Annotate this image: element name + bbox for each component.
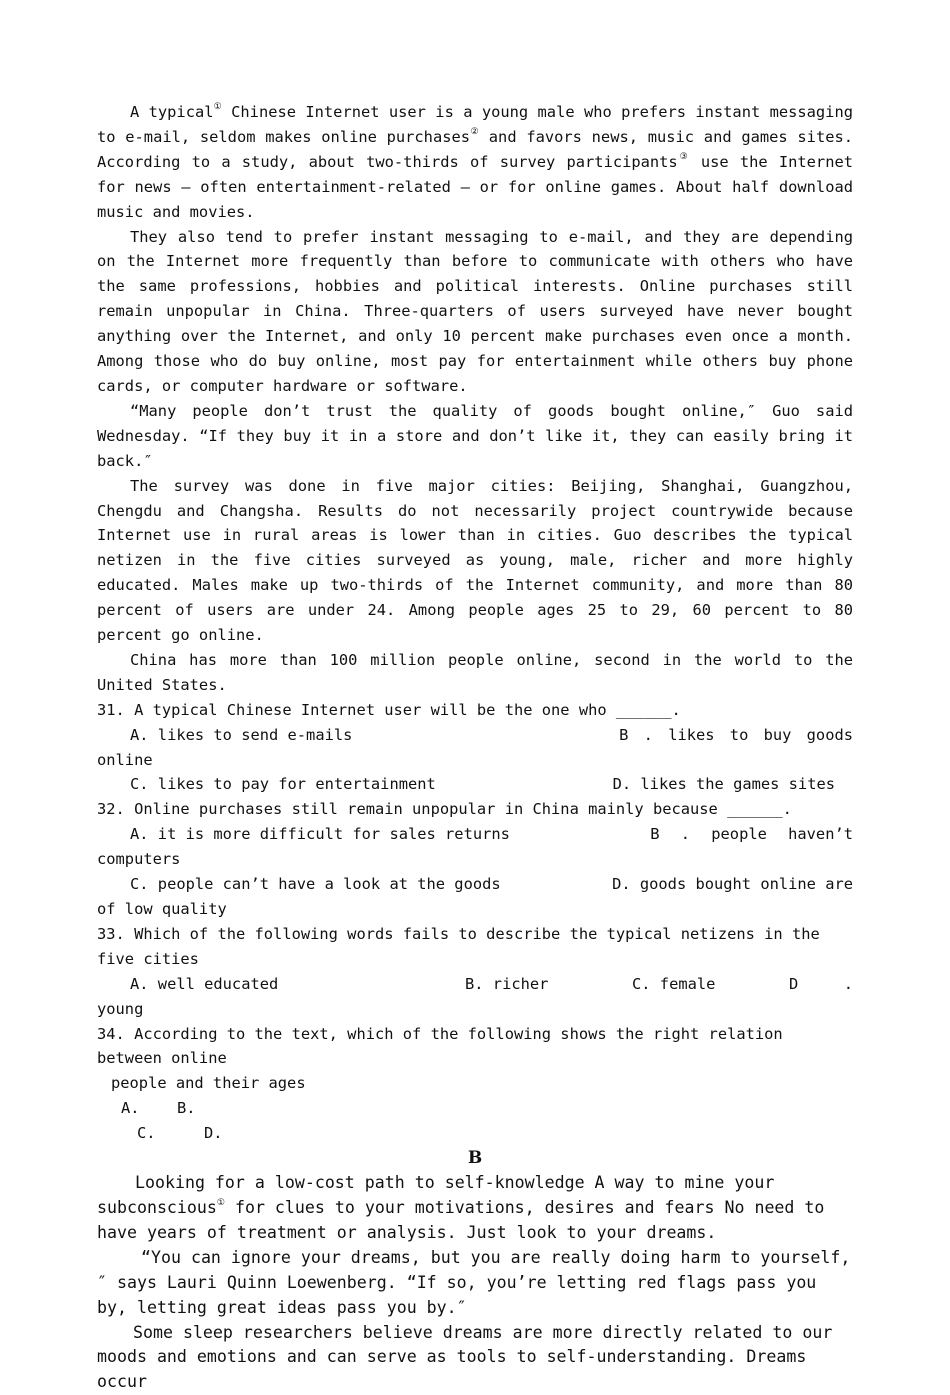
- question-34-stem-continued: people and their ages: [97, 1071, 853, 1096]
- question-33-stem: 33. Which of the following words fails to describe the typical netizens in the five cities: [97, 922, 853, 972]
- footnote-marker: ①: [214, 102, 222, 112]
- footnote-marker: ①: [217, 1198, 225, 1208]
- option-d-wrap: young: [97, 997, 853, 1022]
- text-run: use the Internet for news — often entertainment-related — or for online games. About half download music and movies.: [97, 153, 853, 221]
- option-b: B . likes to buy goods: [619, 723, 853, 748]
- question-33-options-row: [97, 972, 853, 997]
- option-d: D.: [204, 1124, 223, 1142]
- question-32-options-row-2: [97, 872, 853, 897]
- footnote-marker: ②: [470, 127, 479, 137]
- option-b-wrap: computers: [97, 847, 853, 872]
- text-run: and favors news, music and games sites. According to a study, about two-thirds of survey participants: [97, 128, 853, 171]
- option-a: A.: [121, 1096, 177, 1121]
- option-d: D. goods bought online are: [612, 872, 853, 897]
- question-31-options-row-1: [97, 723, 853, 748]
- option-c: C.: [137, 1121, 204, 1146]
- section-heading: B: [97, 1146, 853, 1171]
- passage-b-paragraph-1: [97, 1171, 853, 1246]
- option-a: A. well educated: [130, 972, 465, 997]
- option-b: B.: [177, 1099, 196, 1117]
- option-c: C. likes to pay for entertainment: [130, 772, 436, 797]
- option-a: A. it is more difficult for sales returns: [130, 822, 510, 847]
- option-d-wrap: of low quality: [97, 897, 853, 922]
- passage-a-paragraph-1: [97, 100, 853, 225]
- option-c: C. female: [632, 972, 789, 997]
- option-c: C. people can’t have a look at the goods: [130, 872, 501, 897]
- footnote-marker: ③: [678, 152, 690, 162]
- option-b-wrap: online: [97, 748, 853, 773]
- option-b: B . people haven’t: [650, 822, 853, 847]
- question-32-options-row-1: [97, 822, 853, 847]
- text-run: for clues to your motivations, desires and fears No need to have years of treatment or analysis. Just look to your dreams.: [97, 1198, 824, 1242]
- passage-b-paragraph-3: Some sleep researchers believe dreams are more directly related to our moods and emotions and can serve as tools to self-understanding. Dreams occur: [97, 1321, 853, 1395]
- question-34-stem: 34. According to the text, which of the following shows the right relation between online: [97, 1022, 853, 1072]
- question-31-stem: 31. A typical Chinese Internet user will be the one who ______.: [97, 698, 853, 723]
- passage-b-paragraph-2: “You can ignore your dreams, but you are really doing harm to yourself,″ says Lauri Quinn Loewenberg. “If so, you’re letting red flags pass you by, letting great ideas pass you by.″: [97, 1246, 853, 1321]
- question-32-stem: 32. Online purchases still remain unpopular in China mainly because ______.: [97, 797, 853, 822]
- text-run: A typical: [130, 103, 214, 121]
- question-31-options-row-2: [97, 772, 853, 797]
- passage-a-paragraph-3: “Many people don’t trust the quality of goods bought online,″ Guo said Wednesday. “If they buy it in a store and don’t like it, they can easily bring it back.″: [97, 399, 853, 474]
- option-d: D. likes the games sites: [613, 772, 835, 797]
- question-34-options-row-2: [97, 1121, 853, 1146]
- passage-a-paragraph-5: China has more than 100 million people online, second in the world to the United States.: [97, 648, 853, 698]
- passage-a-paragraph-2: They also tend to prefer instant messaging to e-mail, and they are depending on the Internet more frequently than before to communicate with others who have the same professions, hobbies and political interests. Online purchases still remain unpopular in China. Three-quarters of users surveyed have never bought anything over the Internet, and only 10 percent make purchases even once a month. Among those who do buy online, most pay for entertainment while others buy phone cards, or computer hardware or software.: [97, 225, 853, 399]
- document-page: [97, 100, 853, 1395]
- passage-a-paragraph-4: The survey was done in five major cities: Beijing, Shanghai, Guangzhou, Chengdu and Changsha. Results do not necessarily project countrywide because Internet use in rural areas is lower than in cities. Guo describes the typical netizen in the five cities surveyed as young, male, richer and more highly educated. Males make up two-thirds of the Internet community, and more than 80 percent of users are under 24. Among people ages 25 to 29, 60 percent to 80 percent go online.: [97, 474, 853, 648]
- option-d: D .: [789, 972, 853, 997]
- option-b: B. richer: [465, 972, 632, 997]
- question-34-options-row-1: [97, 1096, 853, 1121]
- text-run: Looking for a low-cost path to self-knowledge A way to mine your subconscious: [97, 1173, 774, 1217]
- option-a: A. likes to send e-mails: [130, 723, 352, 748]
- text-run: Chinese Internet user is a young male who prefers instant messaging to e-mail, seldom makes online purchases: [97, 103, 853, 146]
